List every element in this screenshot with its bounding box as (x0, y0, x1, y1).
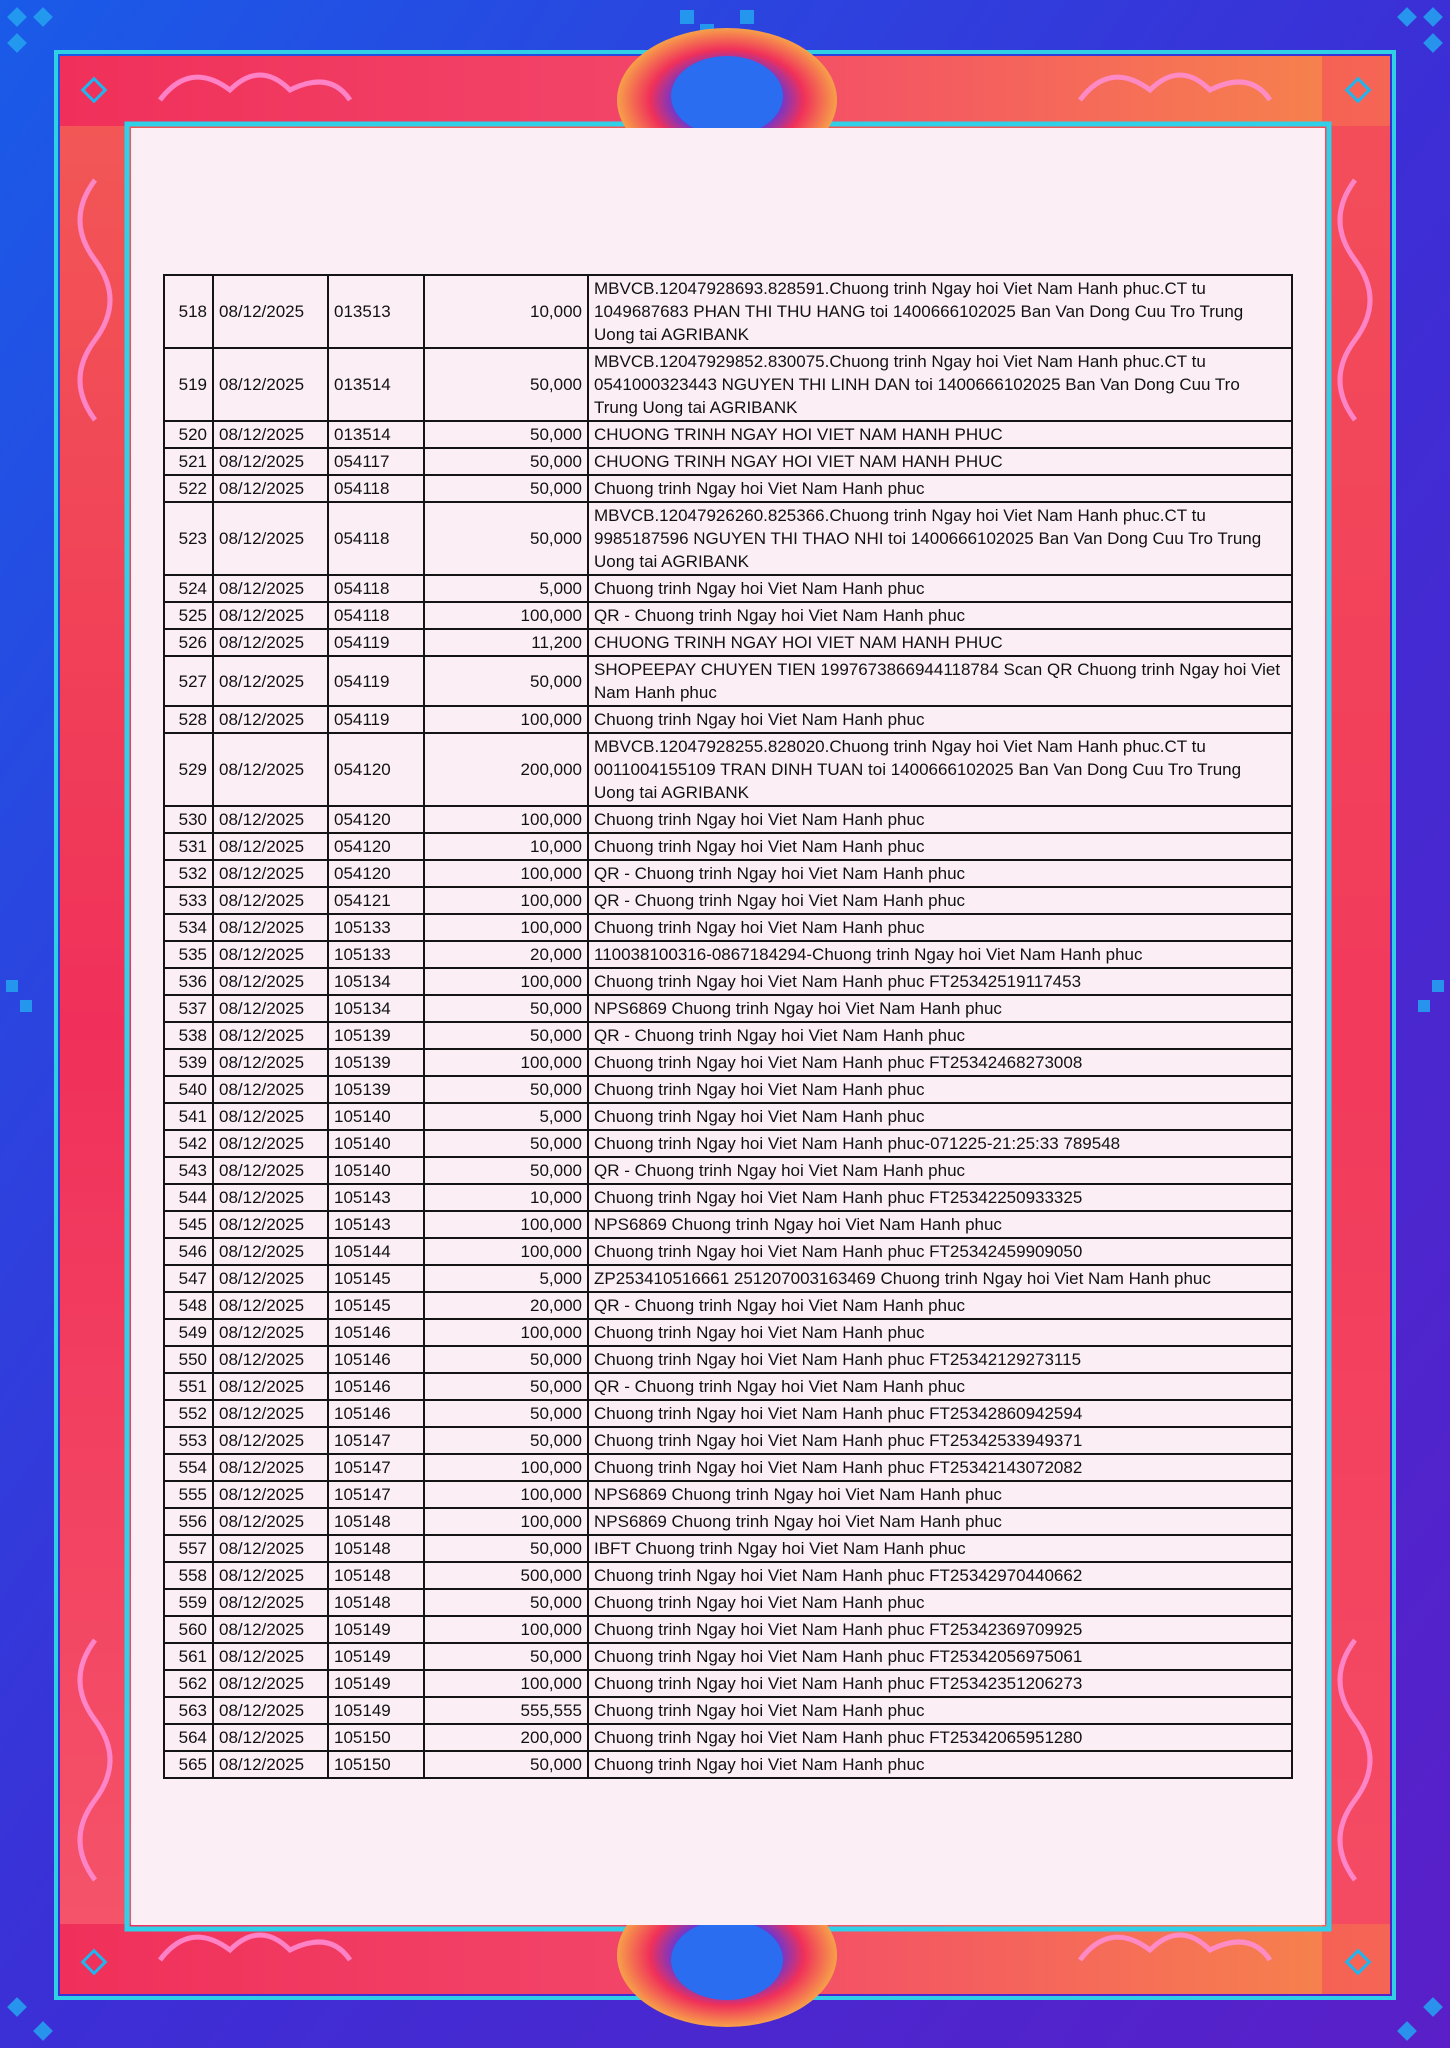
transaction-date-cell: 08/12/2025 (213, 448, 328, 475)
table-row (164, 656, 1292, 706)
row-number-cell: 529 (164, 733, 213, 806)
transaction-code-cell: 105148 (328, 1535, 424, 1562)
transaction-date-cell: 08/12/2025 (213, 1589, 328, 1616)
row-number-cell: 550 (164, 1346, 213, 1373)
description-cell: Chuong trinh Ngay hoi Viet Nam Hanh phuc-071225-21:25:33 789548 (588, 1130, 1292, 1157)
row-number-cell: 555 (164, 1481, 213, 1508)
row-number-cell: 554 (164, 1454, 213, 1481)
amount-cell: 50,000 (424, 1157, 588, 1184)
table-row (164, 733, 1292, 806)
table-row (164, 1238, 1292, 1265)
transaction-code-cell: 105134 (328, 995, 424, 1022)
row-number-cell: 518 (164, 275, 213, 348)
amount-cell: 20,000 (424, 941, 588, 968)
transaction-date-cell: 08/12/2025 (213, 1022, 328, 1049)
table-row (164, 1265, 1292, 1292)
row-number-cell: 522 (164, 475, 213, 502)
description-cell: Chuong trinh Ngay hoi Viet Nam Hanh phuc FT25342351206273 (588, 1670, 1292, 1697)
row-number-cell: 539 (164, 1049, 213, 1076)
transaction-date-cell: 08/12/2025 (213, 833, 328, 860)
amount-cell: 10,000 (424, 833, 588, 860)
row-number-cell: 544 (164, 1184, 213, 1211)
row-number-cell: 551 (164, 1373, 213, 1400)
row-number-cell: 531 (164, 833, 213, 860)
transaction-date-cell: 08/12/2025 (213, 421, 328, 448)
description-cell: NPS6869 Chuong trinh Ngay hoi Viet Nam Hanh phuc (588, 1211, 1292, 1238)
transaction-date-cell: 08/12/2025 (213, 1265, 328, 1292)
transaction-code-cell: 054117 (328, 448, 424, 475)
transaction-code-cell: 105139 (328, 1049, 424, 1076)
row-number-cell: 537 (164, 995, 213, 1022)
table-row (164, 1211, 1292, 1238)
amount-cell: 100,000 (424, 602, 588, 629)
transaction-date-cell: 08/12/2025 (213, 602, 328, 629)
amount-cell: 50,000 (424, 656, 588, 706)
transaction-code-cell: 013514 (328, 421, 424, 448)
transaction-date-cell: 08/12/2025 (213, 941, 328, 968)
transaction-code-cell: 054120 (328, 733, 424, 806)
description-cell: Chuong trinh Ngay hoi Viet Nam Hanh phuc FT25342056975061 (588, 1643, 1292, 1670)
row-number-cell: 560 (164, 1616, 213, 1643)
transaction-code-cell: 013514 (328, 348, 424, 421)
amount-cell: 50,000 (424, 1400, 588, 1427)
transaction-date-cell: 08/12/2025 (213, 1400, 328, 1427)
row-number-cell: 521 (164, 448, 213, 475)
table-row (164, 1697, 1292, 1724)
transaction-date-cell: 08/12/2025 (213, 629, 328, 656)
table-row (164, 1427, 1292, 1454)
transaction-code-cell: 105147 (328, 1481, 424, 1508)
transaction-date-cell: 08/12/2025 (213, 348, 328, 421)
transaction-code-cell: 105140 (328, 1103, 424, 1130)
description-cell: Chuong trinh Ngay hoi Viet Nam Hanh phuc FT25342468273008 (588, 1049, 1292, 1076)
table-row (164, 1319, 1292, 1346)
description-cell: QR - Chuong trinh Ngay hoi Viet Nam Hanh phuc (588, 1292, 1292, 1319)
table-row (164, 706, 1292, 733)
description-cell: NPS6869 Chuong trinh Ngay hoi Viet Nam Hanh phuc (588, 995, 1292, 1022)
row-number-cell: 556 (164, 1508, 213, 1535)
table-row (164, 1157, 1292, 1184)
transaction-code-cell: 105145 (328, 1265, 424, 1292)
row-number-cell: 541 (164, 1103, 213, 1130)
table-row (164, 1373, 1292, 1400)
transaction-date-cell: 08/12/2025 (213, 1616, 328, 1643)
transaction-date-cell: 08/12/2025 (213, 1103, 328, 1130)
description-cell: Chuong trinh Ngay hoi Viet Nam Hanh phuc (588, 575, 1292, 602)
transaction-date-cell: 08/12/2025 (213, 475, 328, 502)
transaction-date-cell: 08/12/2025 (213, 1724, 328, 1751)
description-cell: IBFT Chuong trinh Ngay hoi Viet Nam Hanh phuc (588, 1535, 1292, 1562)
transaction-code-cell: 105148 (328, 1562, 424, 1589)
amount-cell: 50,000 (424, 1535, 588, 1562)
amount-cell: 5,000 (424, 575, 588, 602)
row-number-cell: 559 (164, 1589, 213, 1616)
transaction-date-cell: 08/12/2025 (213, 733, 328, 806)
transaction-date-cell: 08/12/2025 (213, 1076, 328, 1103)
transaction-code-cell: 105149 (328, 1697, 424, 1724)
amount-cell: 50,000 (424, 1373, 588, 1400)
transaction-date-cell: 08/12/2025 (213, 1751, 328, 1778)
transaction-date-cell: 08/12/2025 (213, 575, 328, 602)
row-number-cell: 549 (164, 1319, 213, 1346)
description-cell: Chuong trinh Ngay hoi Viet Nam Hanh phuc FT25342970440662 (588, 1562, 1292, 1589)
table-row (164, 1616, 1292, 1643)
description-cell: Chuong trinh Ngay hoi Viet Nam Hanh phuc (588, 475, 1292, 502)
description-cell: QR - Chuong trinh Ngay hoi Viet Nam Hanh phuc (588, 887, 1292, 914)
transaction-code-cell: 054119 (328, 656, 424, 706)
description-cell: Chuong trinh Ngay hoi Viet Nam Hanh phuc (588, 706, 1292, 733)
description-cell: NPS6869 Chuong trinh Ngay hoi Viet Nam Hanh phuc (588, 1481, 1292, 1508)
transaction-date-cell: 08/12/2025 (213, 1211, 328, 1238)
row-number-cell: 565 (164, 1751, 213, 1778)
description-cell: MBVCB.12047928693.828591.Chuong trinh Ngay hoi Viet Nam Hanh phuc.CT tu 1049687683 PHAN THI THU HANG toi 1400666102025 Ban Van Dong Cuu Tro Trung Uong tai AGRIBANK (588, 275, 1292, 348)
amount-cell: 100,000 (424, 1508, 588, 1535)
row-number-cell: 543 (164, 1157, 213, 1184)
amount-cell: 100,000 (424, 1238, 588, 1265)
transaction-code-cell: 105134 (328, 968, 424, 995)
table-row (164, 1022, 1292, 1049)
table-row (164, 1508, 1292, 1535)
amount-cell: 50,000 (424, 1643, 588, 1670)
table-row (164, 995, 1292, 1022)
description-cell: Chuong trinh Ngay hoi Viet Nam Hanh phuc (588, 1589, 1292, 1616)
table-row (164, 1076, 1292, 1103)
amount-cell: 50,000 (424, 1589, 588, 1616)
table-row (164, 602, 1292, 629)
description-cell: Chuong trinh Ngay hoi Viet Nam Hanh phuc (588, 1751, 1292, 1778)
transaction-date-cell: 08/12/2025 (213, 275, 328, 348)
table-row (164, 348, 1292, 421)
amount-cell: 100,000 (424, 1211, 588, 1238)
description-cell: MBVCB.12047928255.828020.Chuong trinh Ngay hoi Viet Nam Hanh phuc.CT tu 0011004155109 TRAN DINH TUAN toi 1400666102025 Ban Van Dong Cuu Tro Trung Uong tai AGRIBANK (588, 733, 1292, 806)
table-row (164, 1670, 1292, 1697)
amount-cell: 50,000 (424, 448, 588, 475)
table-row (164, 1481, 1292, 1508)
amount-cell: 10,000 (424, 1184, 588, 1211)
description-cell: Chuong trinh Ngay hoi Viet Nam Hanh phuc FT25342860942594 (588, 1400, 1292, 1427)
description-cell: ZP253410516661 251207003163469 Chuong trinh Ngay hoi Viet Nam Hanh phuc (588, 1265, 1292, 1292)
transaction-code-cell: 105140 (328, 1157, 424, 1184)
row-number-cell: 545 (164, 1211, 213, 1238)
amount-cell: 200,000 (424, 733, 588, 806)
row-number-cell: 564 (164, 1724, 213, 1751)
amount-cell: 50,000 (424, 502, 588, 575)
transaction-code-cell: 054120 (328, 833, 424, 860)
description-cell: Chuong trinh Ngay hoi Viet Nam Hanh phuc FT25342459909050 (588, 1238, 1292, 1265)
description-cell: CHUONG TRINH NGAY HOI VIET NAM HANH PHUC (588, 629, 1292, 656)
transaction-code-cell: 054118 (328, 575, 424, 602)
row-number-cell: 558 (164, 1562, 213, 1589)
row-number-cell: 548 (164, 1292, 213, 1319)
transaction-code-cell: 105145 (328, 1292, 424, 1319)
table-row (164, 421, 1292, 448)
transaction-code-cell: 105133 (328, 941, 424, 968)
amount-cell: 11,200 (424, 629, 588, 656)
amount-cell: 100,000 (424, 1319, 588, 1346)
amount-cell: 10,000 (424, 275, 588, 348)
amount-cell: 100,000 (424, 860, 588, 887)
row-number-cell: 533 (164, 887, 213, 914)
table-row (164, 1751, 1292, 1778)
description-cell: Chuong trinh Ngay hoi Viet Nam Hanh phuc (588, 914, 1292, 941)
row-number-cell: 526 (164, 629, 213, 656)
transaction-code-cell: 054118 (328, 502, 424, 575)
table-row (164, 1562, 1292, 1589)
table-row (164, 448, 1292, 475)
row-number-cell: 528 (164, 706, 213, 733)
table-row (164, 629, 1292, 656)
description-cell: Chuong trinh Ngay hoi Viet Nam Hanh phuc (588, 806, 1292, 833)
amount-cell: 100,000 (424, 806, 588, 833)
description-cell: NPS6869 Chuong trinh Ngay hoi Viet Nam Hanh phuc (588, 1508, 1292, 1535)
table-row (164, 1589, 1292, 1616)
transaction-date-cell: 08/12/2025 (213, 1373, 328, 1400)
transaction-date-cell: 08/12/2025 (213, 995, 328, 1022)
description-cell: Chuong trinh Ngay hoi Viet Nam Hanh phuc FT25342065951280 (588, 1724, 1292, 1751)
transaction-date-cell: 08/12/2025 (213, 656, 328, 706)
description-cell: 110038100316-0867184294-Chuong trinh Ngay hoi Viet Nam Hanh phuc (588, 941, 1292, 968)
amount-cell: 100,000 (424, 914, 588, 941)
amount-cell: 100,000 (424, 968, 588, 995)
table-row (164, 1103, 1292, 1130)
amount-cell: 50,000 (424, 475, 588, 502)
row-number-cell: 527 (164, 656, 213, 706)
amount-cell: 100,000 (424, 887, 588, 914)
table-row (164, 1643, 1292, 1670)
description-cell: QR - Chuong trinh Ngay hoi Viet Nam Hanh phuc (588, 602, 1292, 629)
transaction-code-cell: 105149 (328, 1643, 424, 1670)
amount-cell: 50,000 (424, 1427, 588, 1454)
transaction-date-cell: 08/12/2025 (213, 706, 328, 733)
transaction-code-cell: 054120 (328, 860, 424, 887)
description-cell: Chuong trinh Ngay hoi Viet Nam Hanh phuc (588, 1076, 1292, 1103)
transaction-code-cell: 105150 (328, 1751, 424, 1778)
description-cell: Chuong trinh Ngay hoi Viet Nam Hanh phuc (588, 1319, 1292, 1346)
transaction-code-cell: 105144 (328, 1238, 424, 1265)
row-number-cell: 547 (164, 1265, 213, 1292)
amount-cell: 100,000 (424, 1481, 588, 1508)
row-number-cell: 546 (164, 1238, 213, 1265)
amount-cell: 20,000 (424, 1292, 588, 1319)
amount-cell: 50,000 (424, 1346, 588, 1373)
table-row (164, 502, 1292, 575)
table-row (164, 1292, 1292, 1319)
row-number-cell: 519 (164, 348, 213, 421)
table-row (164, 1184, 1292, 1211)
transaction-date-cell: 08/12/2025 (213, 502, 328, 575)
transaction-code-cell: 054118 (328, 475, 424, 502)
table-row (164, 1535, 1292, 1562)
description-cell: SHOPEEPAY CHUYEN TIEN 1997673866944118784 Scan QR Chuong trinh Ngay hoi Viet Nam Hanh phuc (588, 656, 1292, 706)
transaction-code-cell: 054119 (328, 706, 424, 733)
amount-cell: 5,000 (424, 1265, 588, 1292)
transaction-code-cell: 105140 (328, 1130, 424, 1157)
transaction-code-cell: 105148 (328, 1508, 424, 1535)
amount-cell: 50,000 (424, 995, 588, 1022)
transaction-code-cell: 054118 (328, 602, 424, 629)
table-row (164, 941, 1292, 968)
transaction-date-cell: 08/12/2025 (213, 806, 328, 833)
row-number-cell: 524 (164, 575, 213, 602)
transaction-date-cell: 08/12/2025 (213, 1346, 328, 1373)
amount-cell: 200,000 (424, 1724, 588, 1751)
transaction-code-cell: 105146 (328, 1373, 424, 1400)
description-cell: CHUONG TRINH NGAY HOI VIET NAM HANH PHUC (588, 421, 1292, 448)
amount-cell: 555,555 (424, 1697, 588, 1724)
description-cell: Chuong trinh Ngay hoi Viet Nam Hanh phuc FT25342143072082 (588, 1454, 1292, 1481)
description-cell: Chuong trinh Ngay hoi Viet Nam Hanh phuc FT25342369709925 (588, 1616, 1292, 1643)
amount-cell: 50,000 (424, 1130, 588, 1157)
transaction-code-cell: 105149 (328, 1616, 424, 1643)
table-row (164, 1346, 1292, 1373)
row-number-cell: 561 (164, 1643, 213, 1670)
description-cell: Chuong trinh Ngay hoi Viet Nam Hanh phuc FT25342533949371 (588, 1427, 1292, 1454)
row-number-cell: 523 (164, 502, 213, 575)
transaction-date-cell: 08/12/2025 (213, 1049, 328, 1076)
row-number-cell: 530 (164, 806, 213, 833)
row-number-cell: 538 (164, 1022, 213, 1049)
table-row (164, 1130, 1292, 1157)
transaction-date-cell: 08/12/2025 (213, 968, 328, 995)
transaction-date-cell: 08/12/2025 (213, 1292, 328, 1319)
row-number-cell: 525 (164, 602, 213, 629)
amount-cell: 100,000 (424, 1049, 588, 1076)
transaction-code-cell: 105150 (328, 1724, 424, 1751)
table-row (164, 1454, 1292, 1481)
transaction-date-cell: 08/12/2025 (213, 887, 328, 914)
table-row (164, 887, 1292, 914)
transaction-code-cell: 105147 (328, 1427, 424, 1454)
description-cell: Chuong trinh Ngay hoi Viet Nam Hanh phuc (588, 1697, 1292, 1724)
table-row (164, 860, 1292, 887)
transaction-date-cell: 08/12/2025 (213, 1454, 328, 1481)
row-number-cell: 553 (164, 1427, 213, 1454)
transaction-code-cell: 105147 (328, 1454, 424, 1481)
transaction-code-cell: 105139 (328, 1076, 424, 1103)
description-cell: Chuong trinh Ngay hoi Viet Nam Hanh phuc FT25342129273115 (588, 1346, 1292, 1373)
transaction-code-cell: 105149 (328, 1670, 424, 1697)
amount-cell: 100,000 (424, 1616, 588, 1643)
transaction-date-cell: 08/12/2025 (213, 1697, 328, 1724)
amount-cell: 5,000 (424, 1103, 588, 1130)
description-cell: CHUONG TRINH NGAY HOI VIET NAM HANH PHUC (588, 448, 1292, 475)
amount-cell: 50,000 (424, 421, 588, 448)
transaction-code-cell: 105143 (328, 1184, 424, 1211)
transaction-date-cell: 08/12/2025 (213, 860, 328, 887)
transaction-date-cell: 08/12/2025 (213, 1238, 328, 1265)
transaction-date-cell: 08/12/2025 (213, 1319, 328, 1346)
amount-cell: 100,000 (424, 1670, 588, 1697)
transaction-date-cell: 08/12/2025 (213, 1184, 328, 1211)
description-cell: QR - Chuong trinh Ngay hoi Viet Nam Hanh phuc (588, 1373, 1292, 1400)
transaction-code-cell: 105146 (328, 1346, 424, 1373)
transaction-code-cell: 105133 (328, 914, 424, 941)
transaction-code-cell: 054119 (328, 629, 424, 656)
amount-cell: 50,000 (424, 1751, 588, 1778)
table-row (164, 833, 1292, 860)
row-number-cell: 557 (164, 1535, 213, 1562)
transaction-date-cell: 08/12/2025 (213, 1670, 328, 1697)
transaction-code-cell: 013513 (328, 275, 424, 348)
description-cell: Chuong trinh Ngay hoi Viet Nam Hanh phuc (588, 1103, 1292, 1130)
amount-cell: 100,000 (424, 706, 588, 733)
transaction-code-cell: 105143 (328, 1211, 424, 1238)
amount-cell: 500,000 (424, 1562, 588, 1589)
row-number-cell: 562 (164, 1670, 213, 1697)
row-number-cell: 534 (164, 914, 213, 941)
transaction-date-cell: 08/12/2025 (213, 1481, 328, 1508)
transaction-code-cell: 105146 (328, 1319, 424, 1346)
transaction-code-cell: 105139 (328, 1022, 424, 1049)
description-cell: Chuong trinh Ngay hoi Viet Nam Hanh phuc FT25342519117453 (588, 968, 1292, 995)
row-number-cell: 536 (164, 968, 213, 995)
donation-ledger-table (163, 274, 1293, 1779)
transaction-date-cell: 08/12/2025 (213, 1535, 328, 1562)
table-row (164, 806, 1292, 833)
row-number-cell: 520 (164, 421, 213, 448)
transaction-date-cell: 08/12/2025 (213, 1427, 328, 1454)
row-number-cell: 563 (164, 1697, 213, 1724)
description-cell: MBVCB.12047926260.825366.Chuong trinh Ngay hoi Viet Nam Hanh phuc.CT tu 9985187596 NGUYEN THI THAO NHI toi 1400666102025 Ban Van Dong Cuu Tro Trung Uong tai AGRIBANK (588, 502, 1292, 575)
table-row (164, 275, 1292, 348)
row-number-cell: 542 (164, 1130, 213, 1157)
table-row (164, 914, 1292, 941)
transaction-code-cell: 105146 (328, 1400, 424, 1427)
transaction-date-cell: 08/12/2025 (213, 1643, 328, 1670)
transaction-date-cell: 08/12/2025 (213, 914, 328, 941)
ledger-body (164, 275, 1292, 1778)
description-cell: QR - Chuong trinh Ngay hoi Viet Nam Hanh phuc (588, 1022, 1292, 1049)
table-row (164, 1400, 1292, 1427)
row-number-cell: 535 (164, 941, 213, 968)
transaction-code-cell: 105148 (328, 1589, 424, 1616)
description-cell: Chuong trinh Ngay hoi Viet Nam Hanh phuc FT25342250933325 (588, 1184, 1292, 1211)
transaction-date-cell: 08/12/2025 (213, 1508, 328, 1535)
table-row (164, 475, 1292, 502)
amount-cell: 50,000 (424, 1076, 588, 1103)
amount-cell: 50,000 (424, 348, 588, 421)
transaction-code-cell: 054120 (328, 806, 424, 833)
description-cell: Chuong trinh Ngay hoi Viet Nam Hanh phuc (588, 833, 1292, 860)
table-row (164, 575, 1292, 602)
description-cell: MBVCB.12047929852.830075.Chuong trinh Ngay hoi Viet Nam Hanh phuc.CT tu 0541000323443 NGUYEN THI LINH DAN toi 1400666102025 Ban Van Dong Cuu Tro Trung Uong tai AGRIBANK (588, 348, 1292, 421)
amount-cell: 100,000 (424, 1454, 588, 1481)
description-cell: QR - Chuong trinh Ngay hoi Viet Nam Hanh phuc (588, 1157, 1292, 1184)
transaction-date-cell: 08/12/2025 (213, 1157, 328, 1184)
transaction-date-cell: 08/12/2025 (213, 1562, 328, 1589)
table-row (164, 968, 1292, 995)
table-row (164, 1049, 1292, 1076)
row-number-cell: 540 (164, 1076, 213, 1103)
row-number-cell: 552 (164, 1400, 213, 1427)
table-row (164, 1724, 1292, 1751)
transaction-date-cell: 08/12/2025 (213, 1130, 328, 1157)
amount-cell: 50,000 (424, 1022, 588, 1049)
description-cell: QR - Chuong trinh Ngay hoi Viet Nam Hanh phuc (588, 860, 1292, 887)
row-number-cell: 532 (164, 860, 213, 887)
transaction-code-cell: 054121 (328, 887, 424, 914)
